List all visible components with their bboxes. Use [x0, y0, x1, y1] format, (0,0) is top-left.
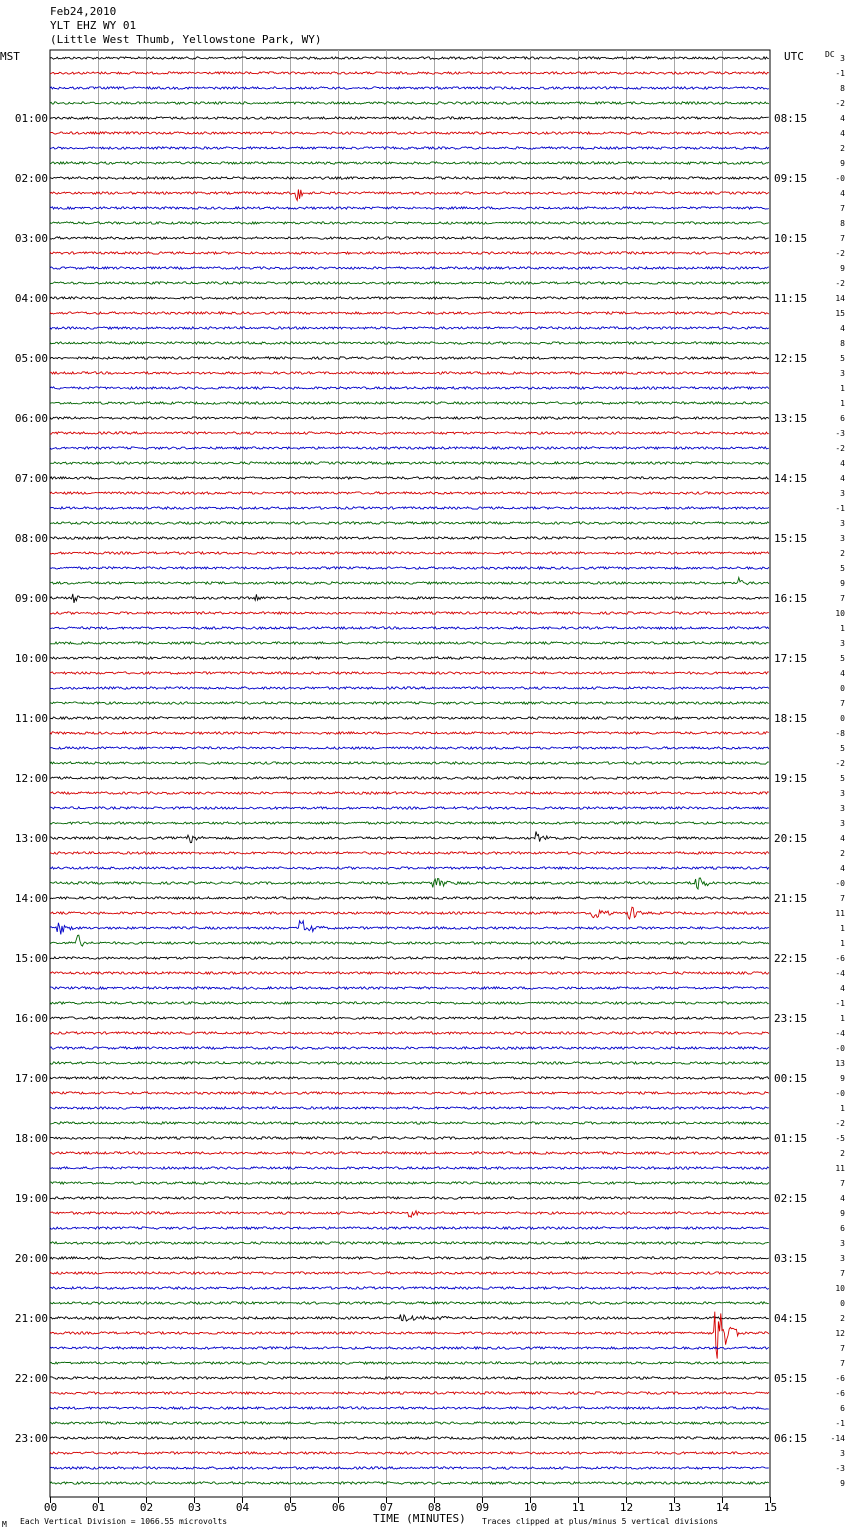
seismic-trace	[50, 832, 769, 843]
seismic-trace	[50, 878, 769, 889]
mst-hour-label: 15:00	[14, 952, 48, 965]
dc-offset-label: 7	[840, 1179, 845, 1188]
seismic-trace	[50, 1422, 769, 1424]
seismic-trace	[50, 642, 769, 644]
utc-hour-label: 02:15	[774, 1192, 808, 1205]
dc-offset-label: 12	[835, 1329, 845, 1338]
x-tick-label: 11	[571, 1501, 586, 1514]
dc-offset-label: 2	[840, 849, 845, 858]
seismic-trace	[50, 627, 769, 629]
plot-frame	[50, 50, 770, 1497]
dc-offset-label: -2	[835, 279, 845, 288]
seismic-trace	[50, 1467, 769, 1469]
dc-offset-label: -4	[835, 1029, 845, 1038]
utc-hour-label: 11:15	[774, 292, 808, 305]
seismic-trace	[50, 312, 769, 314]
mst-hour-label: 02:00	[14, 172, 48, 185]
dc-offset-label: 14	[835, 294, 845, 303]
dc-offset-label: 4	[840, 984, 845, 993]
dc-offset-label: 0	[840, 714, 845, 723]
mst-hour-label: 10:00	[14, 652, 48, 665]
dc-offset-label: 9	[840, 1479, 845, 1488]
dc-offset-label: 4	[840, 1194, 845, 1203]
dc-offset-label: -6	[835, 954, 845, 963]
seismic-trace	[50, 1077, 769, 1079]
seismic-trace	[50, 807, 769, 809]
dc-offset-label: 0	[840, 1299, 845, 1308]
x-tick-label: 13	[667, 1501, 682, 1514]
mst-hour-label: 06:00	[14, 412, 48, 425]
utc-hour-label: 00:15	[774, 1072, 808, 1085]
dc-offset-label: 6	[840, 414, 845, 423]
seismic-trace	[50, 1407, 769, 1409]
utc-hour-label: 08:15	[774, 112, 808, 125]
left-timezone-label: MST	[0, 50, 20, 63]
dc-offset-label: 6	[840, 1404, 845, 1413]
seismic-trace	[50, 672, 769, 674]
dc-offset-label: 8	[840, 219, 845, 228]
dc-offset-label: -6	[835, 1374, 845, 1383]
seismic-trace	[50, 897, 769, 899]
utc-hour-label: 09:15	[774, 172, 808, 185]
utc-hour-label: 10:15	[774, 232, 808, 245]
dc-offset-label: 6	[840, 1224, 845, 1233]
dc-offset-label: 13	[835, 1059, 845, 1068]
seismic-trace	[50, 792, 769, 794]
dc-offset-label: -2	[835, 249, 845, 258]
seismic-trace	[50, 1392, 769, 1394]
mst-hour-label: 19:00	[14, 1192, 48, 1205]
seismic-trace	[50, 1182, 769, 1184]
seismic-trace	[50, 1242, 769, 1244]
dc-offset-label: 4	[840, 474, 845, 483]
dc-offset-label: 3	[840, 1254, 845, 1263]
mst-hour-label: 09:00	[14, 592, 48, 605]
dc-offset-label: 11	[835, 1164, 845, 1173]
seismic-trace	[50, 207, 769, 209]
seismic-trace	[50, 594, 769, 603]
seismic-trace	[50, 507, 769, 509]
utc-hour-label: 20:15	[774, 832, 808, 845]
dc-offset-label: 1	[840, 1104, 845, 1113]
x-tick-label: 07	[379, 1501, 394, 1514]
utc-hour-label: 12:15	[774, 352, 808, 365]
x-tick-label: 00	[43, 1501, 58, 1514]
seismic-trace	[50, 282, 769, 284]
dc-offset-label: -6	[835, 1389, 845, 1398]
x-tick-label: 03	[187, 1501, 202, 1514]
x-tick-label: 04	[235, 1501, 250, 1514]
seismic-trace	[50, 297, 769, 299]
seismic-trace	[50, 1482, 769, 1484]
seismic-trace	[50, 222, 769, 224]
seismic-trace	[50, 972, 769, 974]
dc-offset-label: 7	[840, 594, 845, 603]
seismic-trace	[50, 1047, 769, 1049]
seismic-trace	[50, 1287, 769, 1289]
dc-offset-label: 3	[840, 519, 845, 528]
dc-offset-label: -4	[835, 969, 845, 978]
x-tick-label: 09	[475, 1501, 490, 1514]
seismic-trace	[50, 1002, 769, 1004]
clipping-note: Traces clipped at plus/minus 5 vertical divisions	[482, 1517, 719, 1526]
mst-hour-label: 17:00	[14, 1072, 48, 1085]
station-location: (Little West Thumb, Yellowstone Park, WY)	[50, 33, 322, 46]
seismic-trace	[50, 578, 769, 585]
seismic-trace	[50, 1452, 769, 1454]
seismic-trace	[50, 1315, 769, 1322]
dc-offset-label: 10	[835, 609, 845, 618]
utc-hour-label: 22:15	[774, 952, 808, 965]
dc-offset-label: 3	[840, 1449, 845, 1458]
dc-offset-label: -0	[835, 879, 845, 888]
seismic-trace	[50, 732, 769, 734]
seismic-trace	[50, 477, 769, 479]
dc-offset-label: 10	[835, 1284, 845, 1293]
dc-offset-label: 3	[840, 639, 845, 648]
dc-offset-label: 4	[840, 834, 845, 843]
seismic-trace	[50, 1362, 769, 1364]
seismic-trace	[50, 162, 769, 164]
utc-hour-label: 19:15	[774, 772, 808, 785]
dc-offset-label: -3	[835, 429, 845, 438]
mst-hour-label: 12:00	[14, 772, 48, 785]
dc-offset-label: 3	[840, 534, 845, 543]
mst-hour-label: 20:00	[14, 1252, 48, 1265]
dc-offset-label: 7	[840, 204, 845, 213]
utc-hour-label: 15:15	[774, 532, 808, 545]
x-tick-label: 10	[523, 1501, 538, 1514]
dc-offset-label: 4	[840, 864, 845, 873]
mst-hour-label: 01:00	[14, 112, 48, 125]
dc-offset-label: 9	[840, 264, 845, 273]
x-tick-label: 14	[715, 1501, 730, 1514]
seismic-trace	[50, 777, 769, 779]
mst-hour-label: 11:00	[14, 712, 48, 725]
seismic-trace	[50, 132, 769, 134]
mst-hour-label: 03:00	[14, 232, 48, 245]
seismic-trace	[50, 432, 769, 434]
seismic-trace	[50, 492, 769, 494]
dc-offset-label: 5	[840, 774, 845, 783]
seismic-trace	[50, 447, 769, 449]
x-tick-label: 12	[619, 1501, 634, 1514]
dc-offset-label: 5	[840, 744, 845, 753]
seismic-trace	[50, 907, 769, 919]
utc-hour-label: 01:15	[774, 1132, 808, 1145]
dc-offset-label: 0	[840, 684, 845, 693]
dc-offset-label: 4	[840, 114, 845, 123]
dc-offset-label: -1	[835, 504, 845, 513]
dc-offset-label: 1	[840, 939, 845, 948]
seismic-trace	[50, 1032, 769, 1034]
seismic-trace	[50, 522, 769, 524]
dc-offset-label: -0	[835, 174, 845, 183]
dc-offset-label: -3	[835, 1464, 845, 1473]
utc-hour-label: 14:15	[774, 472, 808, 485]
seismic-trace	[50, 537, 769, 539]
x-tick-label: 05	[283, 1501, 298, 1514]
dc-offset-label: 3	[840, 804, 845, 813]
seismic-trace	[50, 462, 769, 464]
seismic-trace	[50, 567, 769, 569]
seismic-trace	[50, 935, 769, 946]
dc-offset-label: 1	[840, 399, 845, 408]
seismic-trace	[50, 1437, 769, 1439]
seismic-trace	[50, 87, 769, 89]
utc-hour-label: 06:15	[774, 1432, 808, 1445]
dc-offset-label: 9	[840, 1209, 845, 1218]
mst-hour-label: 16:00	[14, 1012, 48, 1025]
dc-offset-label: 1	[840, 924, 845, 933]
seismic-trace	[50, 1272, 769, 1274]
dc-offset-label: 1	[840, 1014, 845, 1023]
utc-hour-label: 03:15	[774, 1252, 808, 1265]
seismic-trace	[50, 867, 769, 869]
seismic-trace	[50, 177, 769, 179]
seismic-trace	[50, 957, 769, 959]
x-tick-label: 08	[427, 1501, 442, 1514]
dc-offset-label: 8	[840, 339, 845, 348]
dc-offset-label: -2	[835, 1119, 845, 1128]
dc-offset-label: 4	[840, 129, 845, 138]
seismic-trace	[50, 57, 769, 59]
dc-offset-label: 7	[840, 699, 845, 708]
dc-offset-label: 9	[840, 579, 845, 588]
dc-offset-label: 3	[840, 819, 845, 828]
x-axis-title: TIME (MINUTES)	[373, 1512, 466, 1525]
seismic-trace	[50, 1257, 769, 1259]
dc-offset-label: -0	[835, 1044, 845, 1053]
seismic-trace	[50, 552, 769, 554]
seismic-trace	[50, 1062, 769, 1064]
mst-hour-label: 13:00	[14, 832, 48, 845]
dc-offset-label: 7	[840, 1269, 845, 1278]
seismic-trace	[50, 657, 769, 659]
dc-offset-label: -0	[835, 1089, 845, 1098]
dc-offset-label: -1	[835, 1419, 845, 1428]
utc-hour-label: 13:15	[774, 412, 808, 425]
seismic-trace	[50, 1211, 769, 1217]
seismic-trace	[50, 1167, 769, 1169]
dc-offset-label: 4	[840, 324, 845, 333]
corner-mark: M	[2, 1520, 7, 1529]
seismic-trace	[50, 402, 769, 404]
dc-offset-label: 9	[840, 159, 845, 168]
dc-offset-label: -5	[835, 1134, 845, 1143]
seismic-trace	[50, 267, 769, 269]
mst-hour-label: 04:00	[14, 292, 48, 305]
seismic-trace	[50, 117, 769, 119]
seismic-trace	[50, 357, 769, 359]
x-tick-label: 02	[139, 1501, 154, 1514]
dc-offset-label: 7	[840, 1344, 845, 1353]
seismic-trace	[50, 237, 769, 239]
utc-hour-label: 04:15	[774, 1312, 808, 1325]
seismic-trace	[50, 1197, 769, 1199]
seismic-trace	[50, 921, 769, 935]
dc-offset-label: 5	[840, 354, 845, 363]
dc-offset-label: 8	[840, 84, 845, 93]
dc-offset-label: 9	[840, 1074, 845, 1083]
dc-offset-label: -2	[835, 444, 845, 453]
seismic-trace	[50, 1152, 769, 1154]
seismic-trace	[50, 852, 769, 854]
seismic-trace	[50, 1347, 769, 1349]
dc-offset-label: 2	[840, 1149, 845, 1158]
utc-hour-label: 18:15	[774, 712, 808, 725]
seismic-trace	[50, 612, 769, 614]
seismic-trace	[50, 372, 769, 374]
dc-offset-label: 4	[840, 189, 845, 198]
seismic-trace	[50, 1302, 769, 1304]
utc-hour-label: 16:15	[774, 592, 808, 605]
utc-hour-label: 17:15	[774, 652, 808, 665]
seismic-trace	[50, 252, 769, 254]
seismic-trace	[50, 822, 769, 824]
x-tick-label: 01	[91, 1501, 106, 1514]
seismic-trace	[50, 1377, 769, 1379]
seismic-trace	[50, 987, 769, 989]
mst-hour-label: 21:00	[14, 1312, 48, 1325]
dc-offset-label: 11	[835, 909, 845, 918]
dc-offset-label: 2	[840, 144, 845, 153]
mst-hour-label: 05:00	[14, 352, 48, 365]
seismic-trace	[50, 1137, 769, 1139]
dc-offset-label: 2	[840, 1314, 845, 1323]
x-tick-label: 06	[331, 1501, 346, 1514]
dc-offset-label: -14	[830, 1434, 845, 1443]
dc-offset-label: 3	[840, 789, 845, 798]
dc-offset-label: -8	[835, 729, 845, 738]
dc-offset-label: 3	[840, 54, 845, 63]
mst-hour-label: 08:00	[14, 532, 48, 545]
dc-offset-label: -2	[835, 759, 845, 768]
dc-offset-label: 4	[840, 459, 845, 468]
dc-offset-label: 15	[835, 309, 845, 318]
seismic-trace	[50, 327, 769, 329]
seismic-trace	[50, 1017, 769, 1019]
mst-hour-label: 22:00	[14, 1372, 48, 1385]
dc-offset-label: 4	[840, 669, 845, 678]
dc-offset-label: -1	[835, 999, 845, 1008]
seismic-trace	[50, 1092, 769, 1094]
seismic-trace	[50, 717, 769, 719]
seismic-trace	[50, 72, 769, 74]
vertical-scale-note: Each Vertical Division = 1066.55 microvolts	[20, 1517, 228, 1526]
seismic-trace	[50, 687, 769, 689]
seismic-trace	[50, 147, 769, 149]
utc-hour-label: 05:15	[774, 1372, 808, 1385]
plot-date: Feb24,2010	[50, 5, 117, 18]
mst-hour-label: 07:00	[14, 472, 48, 485]
dc-offset-label: 3	[840, 489, 845, 498]
seismic-trace	[50, 387, 769, 389]
dc-offset-label: 3	[840, 369, 845, 378]
seismic-trace	[50, 1122, 769, 1124]
dc-offset-label: -2	[835, 99, 845, 108]
dc-offset-label: 7	[840, 894, 845, 903]
dc-offset-label: 2	[840, 549, 845, 558]
dc-offset-label: 5	[840, 654, 845, 663]
seismic-trace	[50, 1227, 769, 1229]
seismic-trace	[50, 417, 769, 419]
dc-offset-label: -1	[835, 69, 845, 78]
seismic-trace	[50, 762, 769, 764]
mst-hour-label: 14:00	[14, 892, 48, 905]
seismic-trace	[50, 747, 769, 749]
seismic-trace	[50, 189, 769, 200]
utc-hour-label: 21:15	[774, 892, 808, 905]
dc-offset-label: 1	[840, 624, 845, 633]
seismic-trace	[50, 702, 769, 704]
dc-header-label: DC	[825, 50, 835, 59]
mst-hour-label: 23:00	[14, 1432, 48, 1445]
seismic-trace	[50, 102, 769, 104]
utc-hour-label: 23:15	[774, 1012, 808, 1025]
dc-offset-label: 5	[840, 564, 845, 573]
seismic-trace	[50, 1107, 769, 1109]
dc-offset-label: 7	[840, 1359, 845, 1368]
station-code: YLT EHZ WY 01	[50, 19, 137, 32]
seismic-trace	[50, 342, 769, 344]
mst-hour-label: 18:00	[14, 1132, 48, 1145]
right-timezone-label: UTC	[784, 50, 804, 63]
dc-offset-label: 7	[840, 234, 845, 243]
x-tick-label: 15	[763, 1501, 778, 1514]
dc-offset-label: 1	[840, 384, 845, 393]
dc-offset-label: 3	[840, 1239, 845, 1248]
